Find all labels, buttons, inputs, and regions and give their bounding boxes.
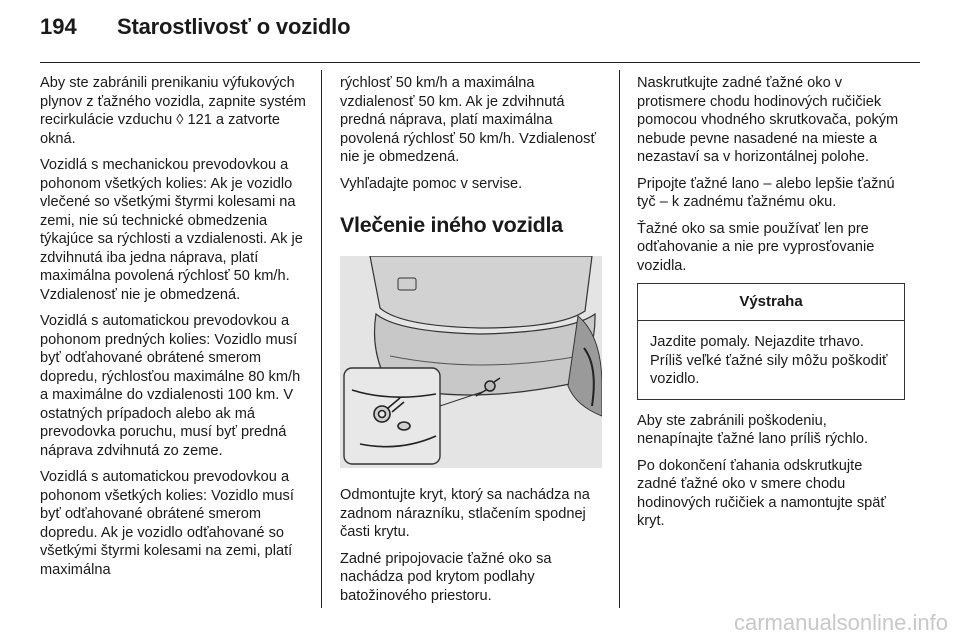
- paragraph: Zadné pripojovacie ťažné oko sa nachádza pod krytom podlahy batožinového priestoru.: [340, 550, 552, 604]
- paragraph: Aby ste zabránili poškodeniu, nenapínajte ťažné lano príliš rýchlo.: [637, 412, 869, 447]
- paragraph: Vozidlá s automatickou prevodovkou a pohonom všetkých kolies: Vozidlo musí byť odťahované obrátené smerom dopredu. Ak je vozidlo odťahované so všetkými štyrmi kolesami na zemi, platí maximálna: [40, 469, 294, 578]
- page-number: 194: [40, 14, 77, 39]
- paragraph: Po dokončení ťahania odskrutkujte zadné ťažné oko v smere chodu hodinových ručičiek a namontujte späť kryt.: [637, 457, 886, 529]
- paragraph: rýchlosť 50 km/h a maximálna vzdialenosť 50 km. Ak je zdvihnutá predná náprava, platí maximálna povolená rýchlosť 50 km/h. Vzdialenosť nie je obmedzená.: [340, 75, 596, 165]
- paragraph: Naskrutkujte zadné ťažné oko v protismere chodu hodinových ručičiek pomocou vhodného skrutkovača, pokým nebude pevne nasadené na mieste a nezastaví sa v horizontálnej polohe.: [637, 75, 899, 165]
- warning-title: Výstraha: [638, 284, 904, 321]
- column-3: [637, 74, 905, 539]
- warning-box: [637, 283, 905, 400]
- tow-eye-figure: [340, 256, 602, 468]
- paragraph: Ťažné oko sa smie používať len pre odťahovanie a nie pre vyprosťovanie vozidla.: [637, 220, 875, 274]
- rear-tow-eye-illustration-icon: [340, 256, 602, 468]
- warning-body: Jazdite pomaly. Nejazdite trhavo. Príliš veľké ťažné sily môžu poškodiť vozidlo.: [650, 334, 888, 387]
- page-title: Starostlivosť o vozidlo: [117, 14, 351, 39]
- column-divider: [619, 70, 620, 608]
- paragraph: Aby ste zabránili prenikaniu výfukových plynov z ťažného vozidla, zapnite systém recirkulácie vzduchu ◊ 121 a zatvorte okná.: [40, 75, 306, 147]
- watermark: carmanualsonline.info: [733, 610, 948, 635]
- paragraph: Vozidlá s automatickou prevodovkou a pohonom predných kolies: Vozidlo musí byť odťahované obrátené smerom dopredu, rýchlosťou maximálne 80 km/h a maximálne do vzdialenosti 100 km. V ostatných prípadoch alebo ak má prevodovka poruchu, musí byť predná náprava zdvihnutá zo zeme.: [40, 313, 301, 459]
- column-1: [40, 74, 310, 587]
- paragraph: Vyhľadajte pomoc v servise.: [340, 175, 523, 192]
- column-divider: [321, 70, 322, 608]
- paragraph: Pripojte ťažné lano – alebo lepšie ťažnú tyč – k zadnému ťažnému oku.: [637, 175, 895, 210]
- header-rule: [40, 62, 920, 63]
- section-heading: Vlečenie iného vozidla: [340, 213, 563, 237]
- paragraph: Vozidlá s mechanickou prevodovkou a pohonom všetkých kolies: Ak je vozidlo vlečené so všetkými štyrmi kolesami na zemi, nie sú technické obmedzenia týkajúce sa rýchlosti a vzdialenosti. Ak je zdvihnutá iba jedna náprava, platí maximálna povolená rýchlosť 50 km/h. Vzdialenosť nie je obmedzená.: [40, 157, 303, 303]
- paragraph: Odmontujte kryt, ktorý sa nachádza na zadnom nárazníku, stlačením spodnej časti krytu.: [340, 487, 590, 540]
- column-2: [340, 74, 605, 613]
